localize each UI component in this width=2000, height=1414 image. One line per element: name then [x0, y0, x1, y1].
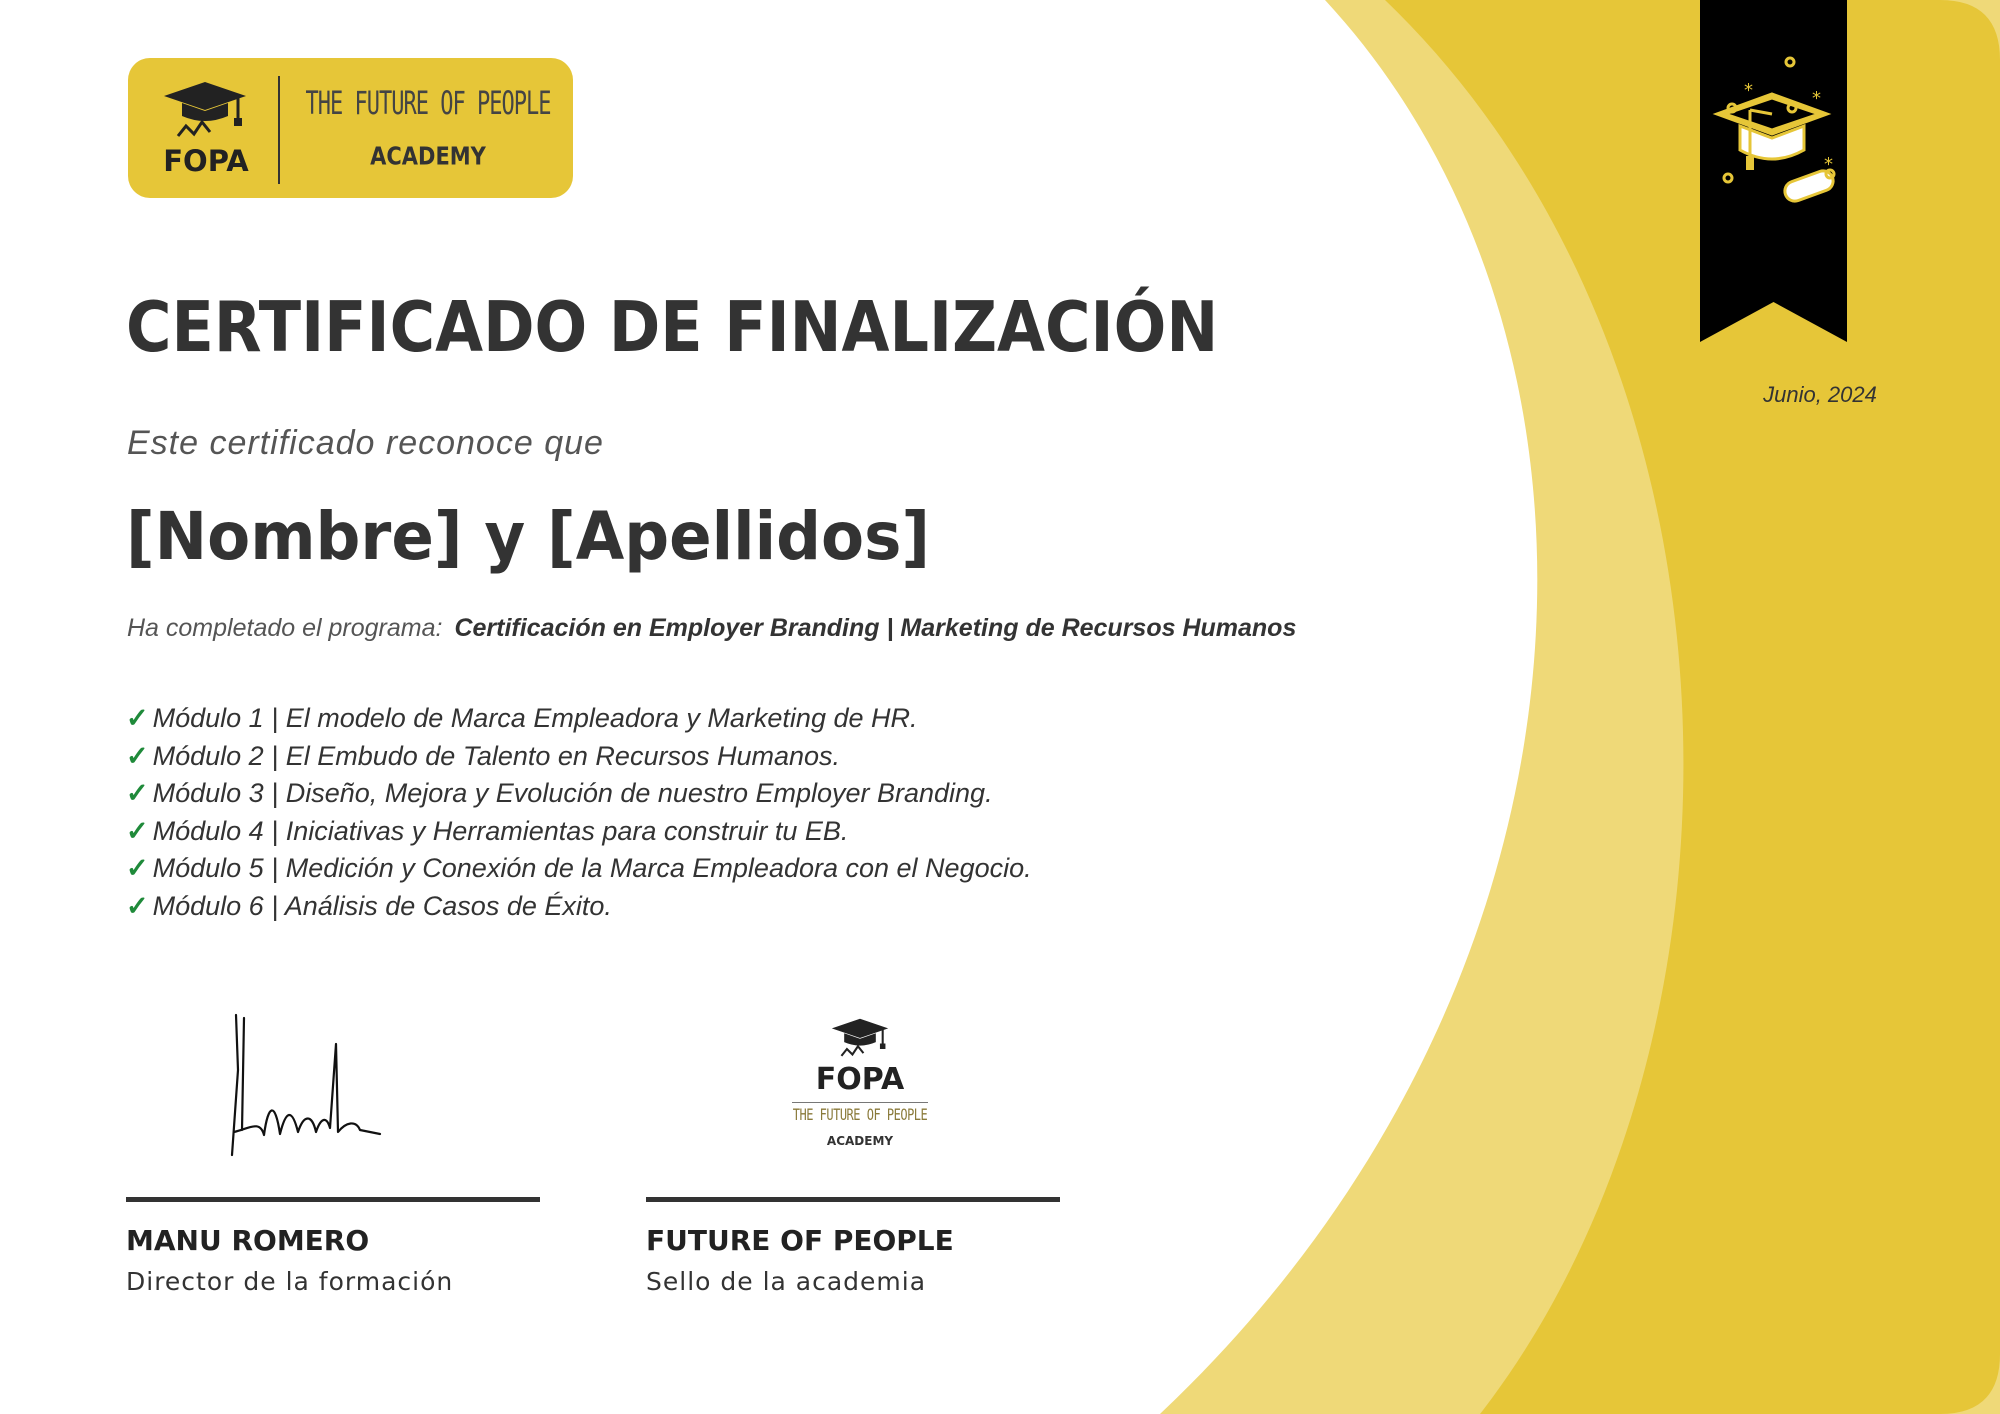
logo-tagline: THE FUTURE OF PEOPLE: [305, 86, 551, 123]
module-item: [126, 850, 1032, 888]
module-list: [126, 700, 1032, 925]
recipient-name: [Nombre] y [Apellidos]: [126, 498, 931, 575]
logo-brand: FOPA: [163, 144, 249, 178]
certificate-title: CERTIFICADO DE FINALIZACIÓN: [126, 286, 1219, 368]
module-item: [126, 738, 1032, 776]
svg-text:*: *: [1744, 80, 1753, 101]
director-name: MANU ROMERO: [126, 1224, 370, 1257]
seal-academy: ACADEMY: [826, 1134, 894, 1148]
seal-brand: FOPA: [815, 1062, 905, 1097]
logo-divider: [278, 76, 280, 184]
issue-date: Junio, 2024: [1763, 382, 1877, 407]
director-role: Director de la formación: [126, 1267, 454, 1296]
graduation-cap-icon: [828, 1016, 892, 1060]
check-icon: ✓: [126, 853, 149, 883]
seal-divider: [792, 1102, 928, 1103]
signature-line-director: [126, 1197, 540, 1202]
module-text: Módulo 6 | Análisis de Casos de Éxito.: [152, 890, 612, 921]
academy-name: FUTURE OF PEOPLE: [646, 1224, 954, 1257]
svg-text:*: *: [1812, 88, 1821, 109]
module-item: [126, 813, 1032, 851]
program-label: Ha completado el programa:: [127, 614, 443, 642]
seal-tagline: THE FUTURE OF PEOPLE: [792, 1105, 928, 1125]
signature-line-academy: [646, 1197, 1060, 1202]
check-icon: ✓: [126, 890, 149, 921]
academy-logo: [128, 58, 573, 198]
logo-academy: ACADEMY: [370, 141, 486, 171]
academy-role: Sello de la academia: [646, 1267, 927, 1296]
program-line: [127, 614, 1296, 643]
graduation-cap-icon: [160, 78, 250, 142]
academy-seal: [770, 1010, 950, 1160]
module-item: [126, 775, 1032, 813]
check-icon: ✓: [126, 778, 149, 808]
certificate-subtitle: Este certificado reconoce que: [127, 424, 604, 462]
module-text: Módulo 1 | El modelo de Marca Empleadora y Marketing de HR.: [152, 703, 918, 733]
module-text: Módulo 4 | Iniciativas y Herramientas para construir tu EB.: [152, 815, 849, 846]
program-name: Certificación en Employer Branding | Marketing de Recursos Humanos: [454, 614, 1297, 642]
module-item: [126, 888, 1032, 926]
module-item: [126, 700, 1032, 738]
svg-text:*: *: [1824, 154, 1833, 175]
check-icon: ✓: [126, 740, 149, 771]
module-text: Módulo 3 | Diseño, Mejora y Evolución de nuestro Employer Branding.: [152, 778, 993, 808]
check-icon: ✓: [126, 703, 149, 733]
check-icon: ✓: [126, 815, 149, 846]
module-text: Módulo 2 | El Embudo de Talento en Recursos Humanos.: [152, 740, 841, 771]
director-signature: [220, 1010, 390, 1160]
ribbon-badge: [1700, 0, 1847, 342]
module-text: Módulo 5 | Medición y Conexión de la Marca Empleadora con el Negocio.: [152, 853, 1032, 883]
